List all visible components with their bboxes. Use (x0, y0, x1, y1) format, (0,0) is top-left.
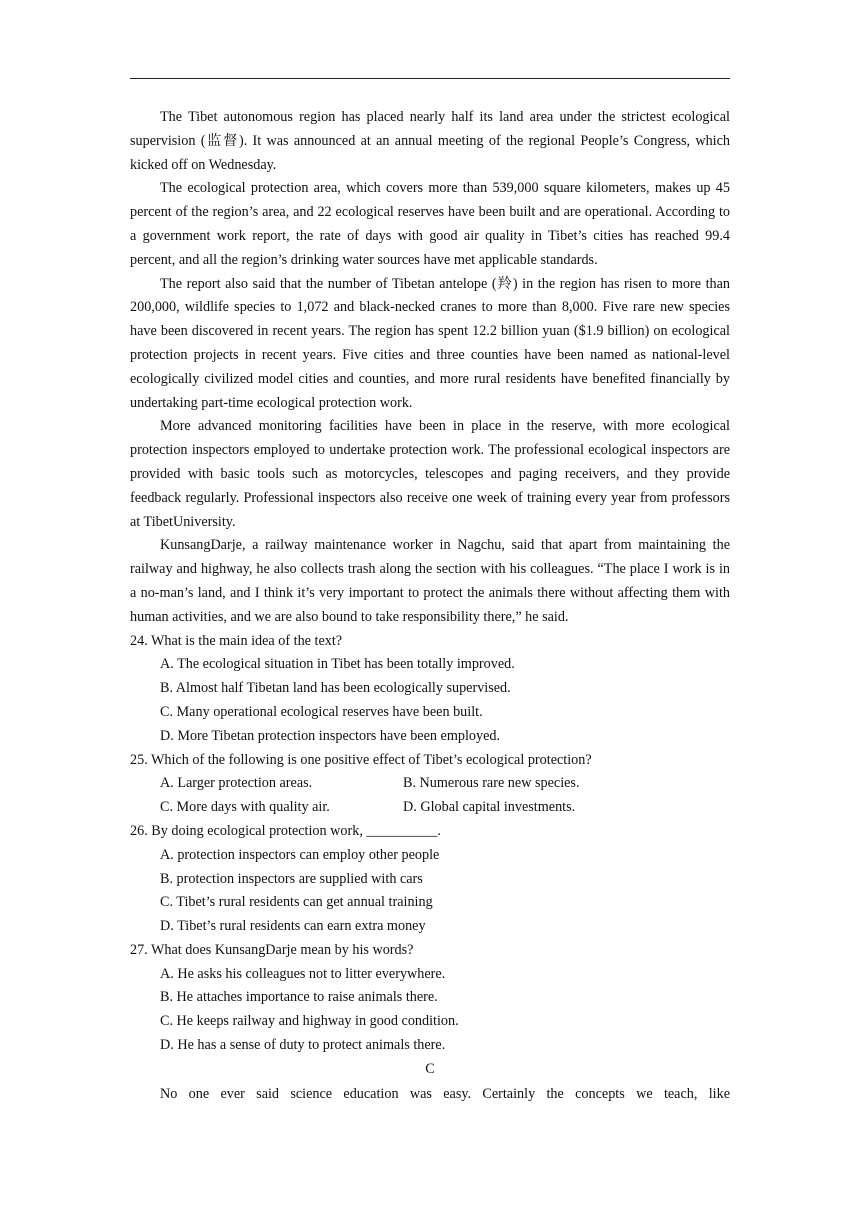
option-d: D. More Tibetan protection inspectors have been employed. (160, 727, 501, 744)
option-row (130, 772, 730, 796)
option-c: C. Tibet’s rural residents can get annual training (160, 894, 433, 911)
option-a: A. Larger protection areas. (160, 775, 313, 792)
next-passage (130, 1083, 730, 1107)
option-c: C. Many operational ecological reserves have been built. (160, 703, 483, 720)
reading-passage-b (130, 106, 730, 1082)
question-24 (130, 630, 730, 749)
option-b: B. Almost half Tibetan land has been ecologically supervised. (160, 680, 511, 697)
question-27 (130, 939, 730, 1058)
question-stem: 26. By doing ecological protection work, __________. (130, 822, 441, 839)
option-a: A. protection inspectors can employ other people (160, 846, 440, 863)
option-c: C. More days with quality air. (160, 799, 330, 816)
question-stem: 25. Which of the following is one positive effect of Tibet’s ecological protection? (130, 751, 592, 768)
question-25 (130, 749, 730, 820)
option-b: B. protection inspectors are supplied with cars (160, 870, 423, 887)
header-rule (130, 78, 730, 79)
option-a: A. He asks his colleagues not to litter everywhere. (160, 965, 446, 982)
passage-paragraph-1: The Tibet autonomous region has placed nearly half its land area under the strictest ecological supervision (监督). It was announced at an annual meeting of the regional People’s Congress, which kicked off on Wednesday. (130, 109, 730, 173)
passage-paragraph-5: KunsangDarje, a railway maintenance worker in Nagchu, said that apart from maintaining the railway and highway, he also collects trash along the section with his colleagues. “The place I work is in a no-man’s land, and I think it’s very important to protect the animals there without affecting them with human activities, and we are also bound to take responsibility there,” he said. (130, 537, 730, 625)
option-c: C. He keeps railway and highway in good condition. (160, 1013, 459, 1030)
question-stem: 27. What does KunsangDarje mean by his words? (130, 941, 414, 958)
option-d: D. Global capital investments. (403, 799, 576, 816)
passage-paragraph-4: More advanced monitoring facilities have been in place in the reserve, with more ecological protection inspectors employed to undertake protection work. The professional ecological inspectors are provided with basic tools such as motorcycles, telescopes and paging receivers, and they provide feedback regularly. Professional inspectors also receive one week of training every year from professors at TibetUniversity. (130, 418, 730, 530)
question-stem: 24. What is the main idea of the text? (130, 632, 343, 649)
option-a: A. The ecological situation in Tibet has been totally improved. (160, 656, 515, 673)
next-passage-first-line: No one ever said science education was easy. Certainly the concepts we teach, like (160, 1086, 730, 1102)
passage-paragraph-2: The ecological protection area, which covers more than 539,000 square kilometers, makes up 45 percent of the region’s area, and 22 ecological reserves have been built and are operational. According to a government work report, the rate of days with good air quality in Tibet’s cities has reached 99.4 percent, and all the region’s drinking water sources have met applicable standards. (130, 180, 730, 268)
option-row (130, 796, 730, 820)
option-b: B. He attaches importance to raise animals there. (160, 989, 438, 1006)
question-26 (130, 820, 730, 939)
option-d: D. He has a sense of duty to protect animals there. (160, 1037, 446, 1054)
passage-paragraph-3: The report also said that the number of Tibetan antelope (羚) in the region has risen to more than 200,000, wildlife species to 1,072 and black-necked cranes to more than 8,000. Five rare new species have been discovered in recent years. The region has spent 12.2 billion yuan ($1.9 billion) on ecological protection projects in recent years. Five cities and three counties have been named as national-level ecologically civilized model cities and counties, and more rural residents have benefited financially by undertaking part-time ecological protection work. (130, 275, 730, 411)
option-b: B. Numerous rare new species. (403, 775, 580, 792)
section-label: C (425, 1060, 435, 1077)
option-d: D. Tibet’s rural residents can earn extra money (160, 918, 426, 935)
